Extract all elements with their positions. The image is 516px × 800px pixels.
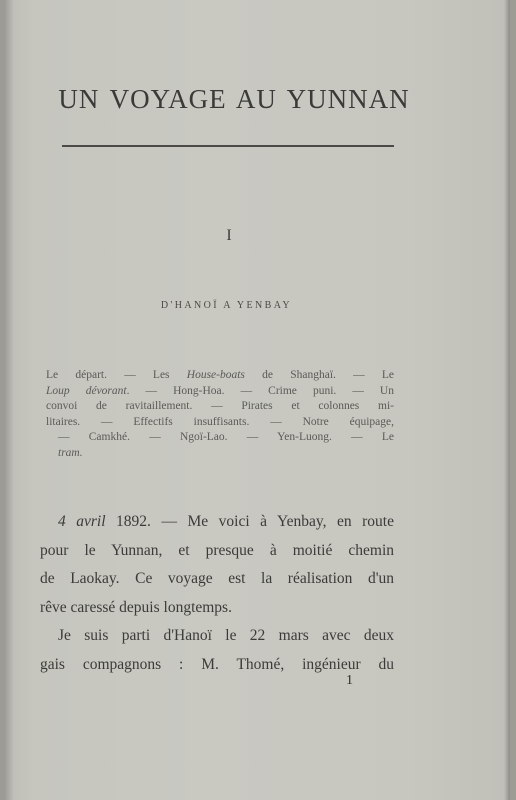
page-edge-shadow [504, 0, 510, 800]
body-line: pour le Yunnan, et presque à moitié chemin [40, 541, 394, 559]
body-line: 4 avril 1892. — Me voici à Yenbay, en route [58, 513, 394, 530]
summary-line: Loup dévorant. — Hong-Hoa. — Crime puni. — Un [46, 384, 394, 397]
page-gutter-shadow [4, 0, 14, 800]
book-title: UN VOYAGE AU YUNNAN [58, 84, 410, 114]
summary-line: — Camkhé. — Ngoï-Lao. — Yen-Luong. — Le [58, 431, 394, 444]
body-line: gais compagnons : M. Thomé, ingénieur du [40, 655, 394, 673]
chapter-summary [46, 368, 394, 462]
page-number: 1 [346, 673, 353, 688]
summary-line: litaires. — Effectifs insuffisants. — Notre équipage, [46, 415, 394, 428]
title-rule [62, 145, 394, 147]
summary-line: tram. [58, 446, 83, 459]
book-page [4, 0, 510, 800]
body-line: rêve caressé depuis longtemps. [40, 598, 232, 616]
summary-line: convoi de ravitaillement. — Pirates et colonnes mi- [46, 400, 394, 413]
body-line: de Laokay. Ce voyage est la réalisation d'un [40, 570, 394, 587]
body-line: Je suis parti d'Hanoï le 22 mars avec deux [58, 627, 394, 644]
chapter-number: I [226, 227, 232, 244]
summary-line: Le départ. — Les House-boats de Shanghaï. — Le [46, 369, 394, 381]
body-paragraph [40, 508, 394, 679]
chapter-heading: D'HANOÏ A YENBAY [160, 300, 293, 311]
